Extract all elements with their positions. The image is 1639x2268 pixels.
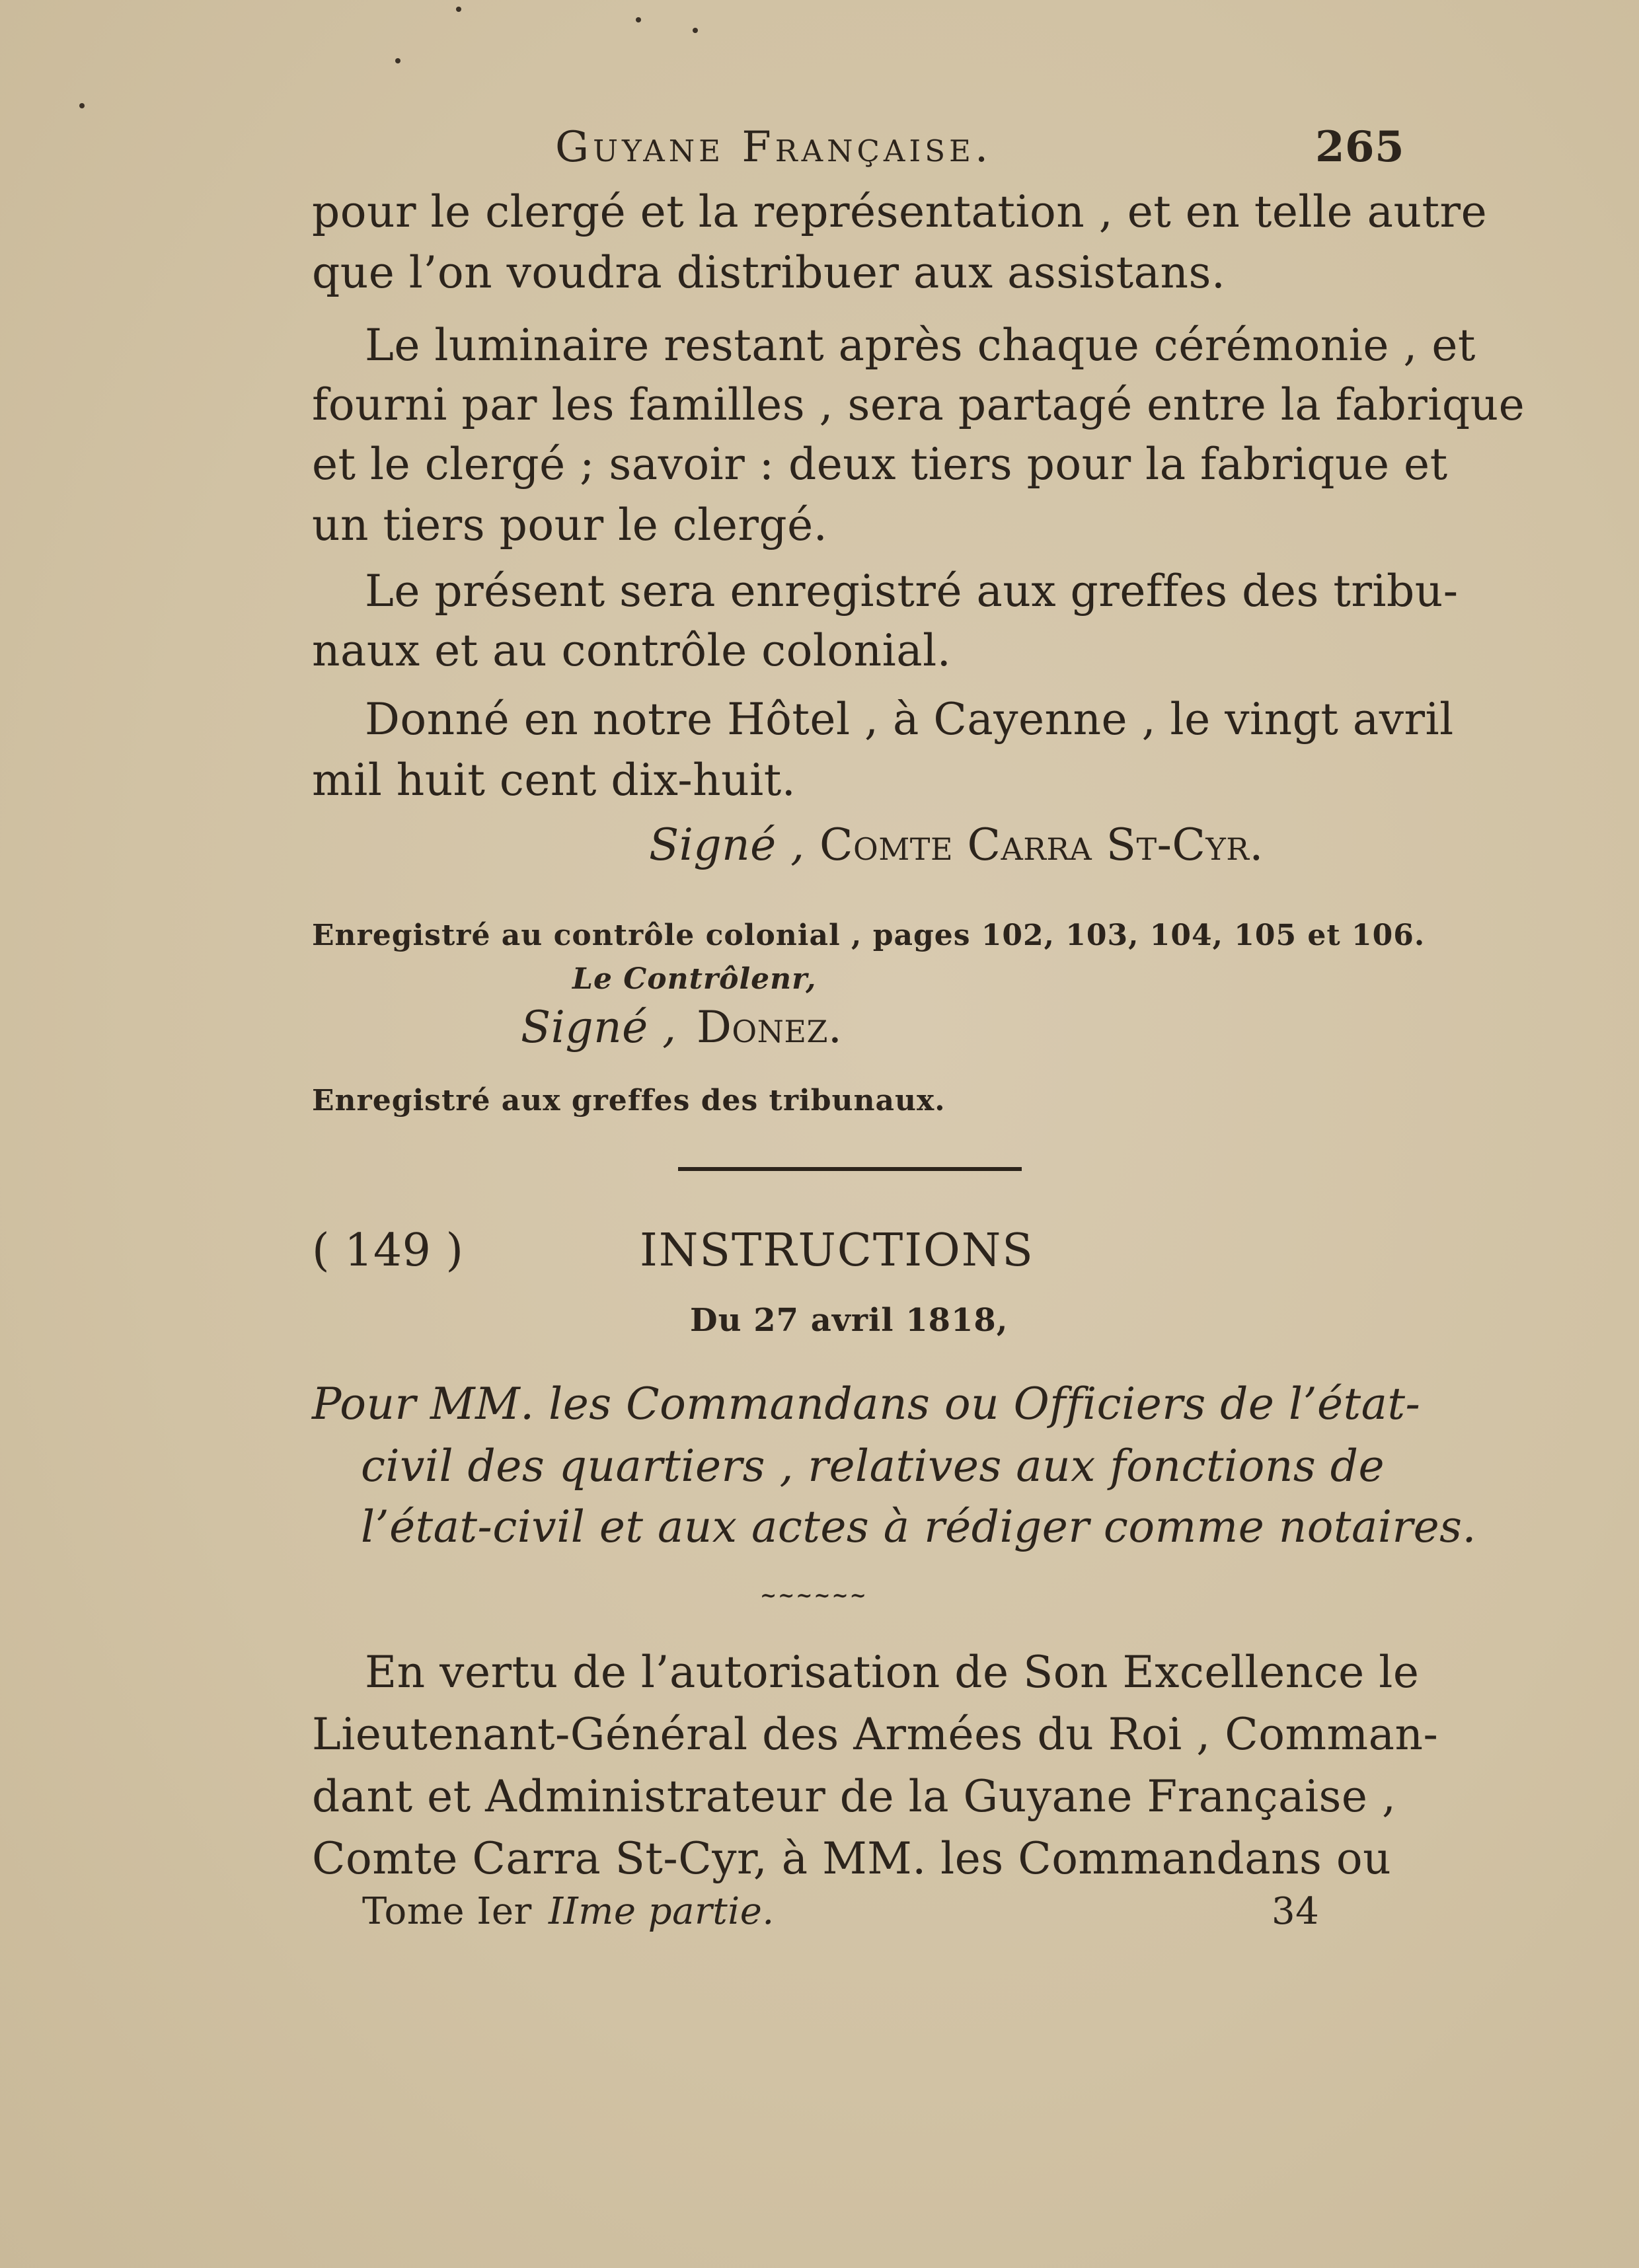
section-subtitle-line: l’état-civil et aux actes à rédiger comme notaires.	[361, 1501, 1476, 1552]
controller-title: Le Contrôlenr,	[572, 962, 817, 996]
text-line: que l’on voudra distribuer aux assistans.	[312, 247, 1226, 298]
ink-speck	[79, 103, 85, 108]
section-date: Du 27 avril 1818,	[690, 1302, 1009, 1339]
text-line: un tiers pour le clergé.	[312, 500, 828, 550]
text-line: En vertu de l’autorisation de Son Excellence le	[365, 1647, 1420, 1698]
text-line: Donné en notre Hôtel , à Cayenne , le vingt avril	[365, 694, 1454, 745]
text-line: fourni par les familles , sera partagé entre la fabrique	[312, 379, 1525, 430]
text-line: dant et Administrateur de la Guyane Française ,	[312, 1771, 1396, 1822]
text-line: Lieutenant-Général des Armées du Roi , Comman-	[312, 1709, 1439, 1760]
signature-name: Comte Carra St-Cyr.	[820, 819, 1264, 870]
section-subtitle-line: civil des quartiers , relatives aux fonctions de	[361, 1441, 1385, 1492]
controller-signe: Signé ,	[521, 1002, 677, 1053]
text-line: Comte Carra St-Cyr, à MM. les Commandans ou	[312, 1833, 1392, 1884]
footer-signature-mark: 34	[1272, 1890, 1320, 1933]
ink-speck	[693, 28, 698, 33]
text-line: mil huit cent dix-huit.	[312, 755, 796, 806]
registration-line: Enregistré aux greffes des tribunaux.	[312, 1084, 946, 1117]
controller-name: Donez.	[697, 1002, 843, 1053]
ink-speck	[395, 58, 400, 63]
signature-signe: Signé ,	[649, 819, 805, 870]
text-line: Le luminaire restant après chaque cérémonie , et	[365, 320, 1476, 371]
text-line: et le clergé ; savoir : deux tiers pour la fabrique et	[312, 439, 1448, 490]
page-number: 265	[1315, 122, 1405, 172]
section-number: ( 149 )	[312, 1225, 464, 1277]
text-line: pour le clergé et la représentation , et en telle autre	[312, 186, 1488, 237]
footer-part: IIme partie.	[549, 1890, 775, 1933]
text-line: Le présent sera enregistré aux greffes des tribu-	[365, 566, 1459, 617]
ink-speck	[636, 17, 641, 22]
section-subtitle-line: Pour MM. les Commandans ou Officiers de l’état-	[312, 1379, 1421, 1429]
ink-speck	[456, 7, 461, 12]
running-title: Guyane Française.	[555, 123, 993, 172]
wave-ornament: ~~~~~~	[760, 1584, 868, 1607]
text-line: naux et au contrôle colonial.	[312, 625, 952, 676]
footer-volume: Tome Ier	[362, 1890, 532, 1933]
registration-line: Enregistré au contrôle colonial , pages 102, 103, 104, 105 et 106.	[312, 919, 1426, 952]
section-divider	[678, 1167, 1022, 1171]
section-title: INSTRUCTIONS	[640, 1225, 1034, 1277]
